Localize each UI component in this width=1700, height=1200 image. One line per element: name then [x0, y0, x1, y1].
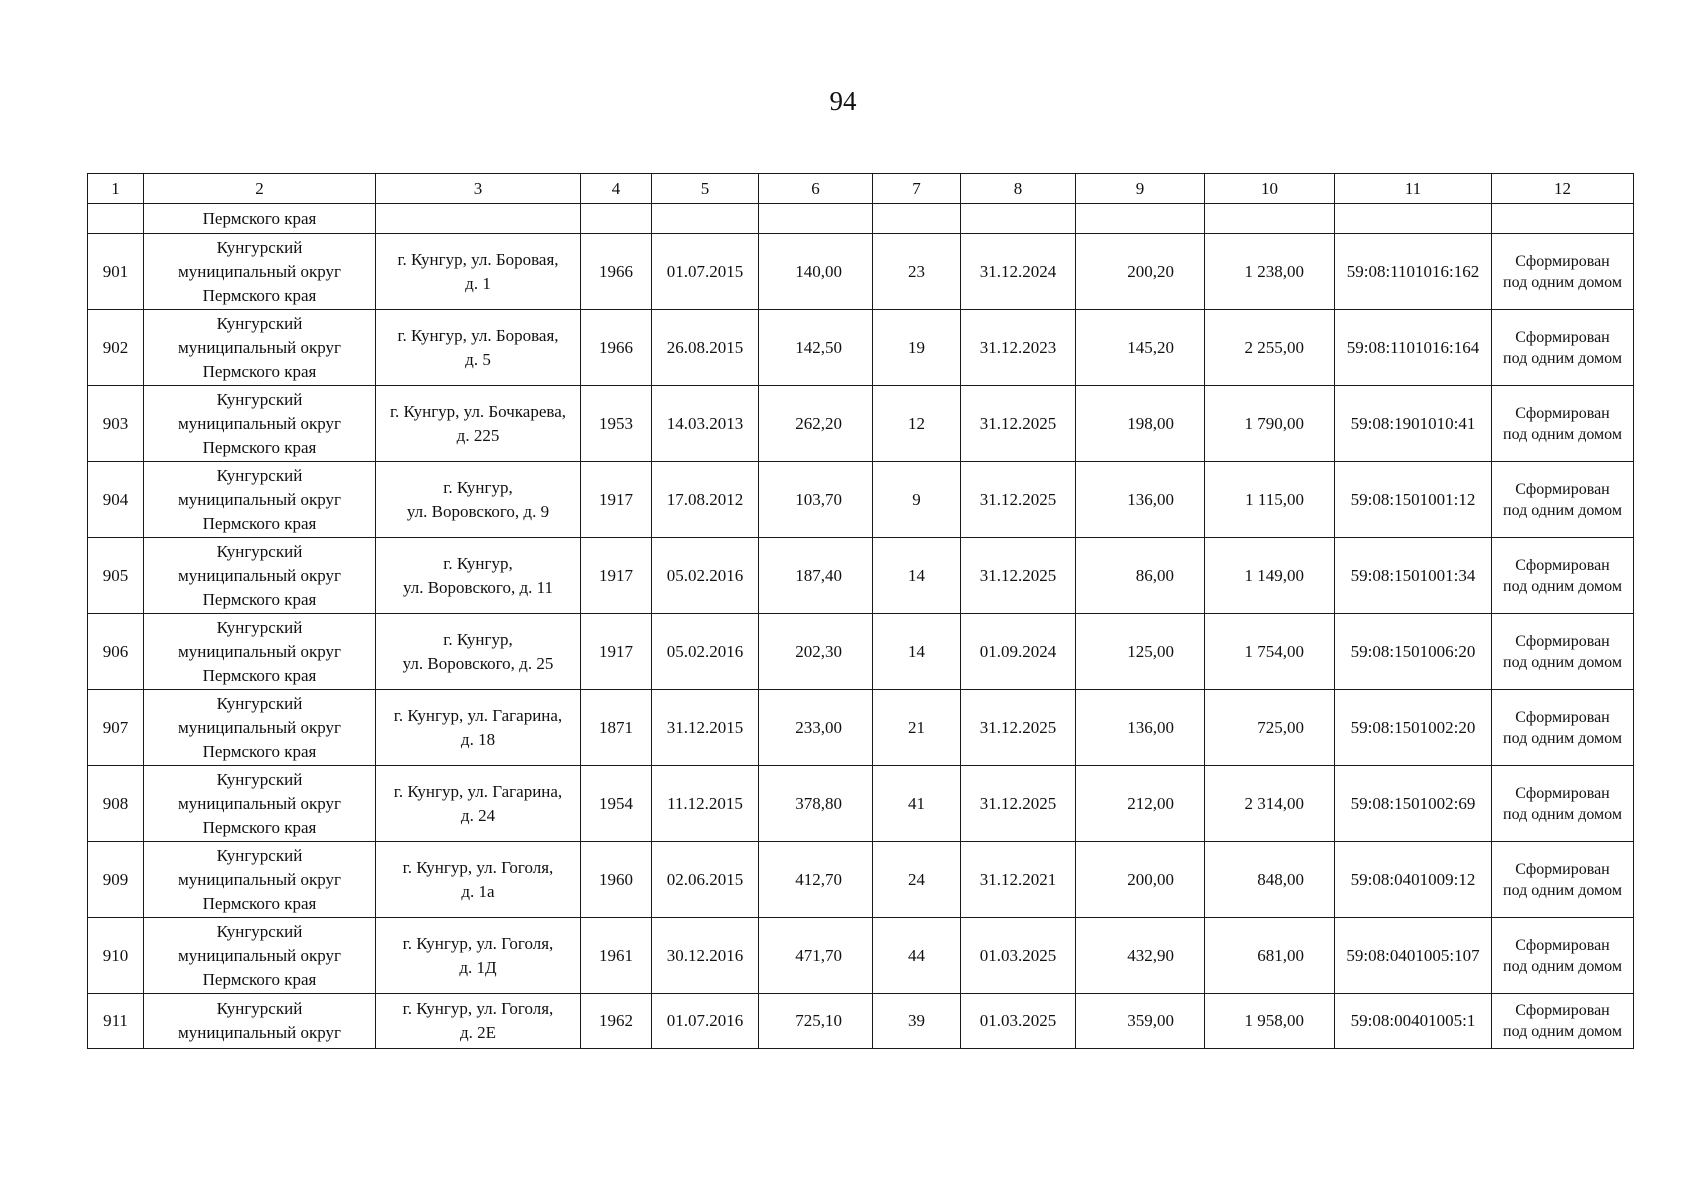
residents-cell: 41 [873, 766, 961, 842]
deadline-cell: 31.12.2021 [961, 842, 1076, 918]
land-area-cell: 432,90 [1076, 918, 1205, 994]
deadline-cell: 01.03.2025 [961, 918, 1076, 994]
municipality-line: Кунгурский [216, 921, 303, 941]
status-cell [1492, 994, 1634, 1049]
land-area-cell: 125,00 [1076, 614, 1205, 690]
row-number-cell: 910 [88, 918, 144, 994]
deadline-cell: 31.12.2025 [961, 538, 1076, 614]
municipality-line: Пермского края [202, 665, 317, 685]
date-cell: 01.07.2015 [652, 234, 759, 310]
municipality-line: Пермского края [202, 437, 317, 457]
status-line: Сформирован [1515, 860, 1610, 878]
address-line: г. Кунгур, ул. Бочкарева, [390, 401, 566, 421]
deadline-cell: 31.12.2024 [961, 234, 1076, 310]
address-cell [376, 538, 581, 614]
address-cell [376, 234, 581, 310]
address-cell [376, 918, 581, 994]
status-line: Сформирован [1515, 784, 1610, 802]
municipality-line: Пермского края [202, 361, 317, 381]
column-number-header: 8 [961, 174, 1076, 204]
municipality-line: муниципальный округ [177, 793, 342, 813]
status-line: Сформирован [1515, 252, 1610, 270]
year-cell: 1871 [581, 690, 652, 766]
area-cell: 471,70 [759, 918, 873, 994]
land-area-cell: 86,00 [1076, 538, 1205, 614]
area-cell: 140,00 [759, 234, 873, 310]
value-cell: 848,00 [1205, 842, 1335, 918]
residents-cell: 39 [873, 994, 961, 1049]
value-cell: 1 790,00 [1205, 386, 1335, 462]
row-number-cell: 907 [88, 690, 144, 766]
cadastral-number-cell: 59:08:1501002:69 [1335, 766, 1492, 842]
residents-cell: 12 [873, 386, 961, 462]
deadline-cell: 31.12.2023 [961, 310, 1076, 386]
row-number-cell: 906 [88, 614, 144, 690]
municipality-line: Кунгурский [216, 237, 303, 257]
table-row [88, 918, 1634, 994]
status-line: под одним домом [1503, 805, 1622, 823]
cadastral-number-cell: 59:08:1101016:164 [1335, 310, 1492, 386]
area-cell: 725,10 [759, 994, 873, 1049]
address-line: г. Кунгур, ул. Боровая, [397, 325, 559, 345]
column-number-header: 2 [144, 174, 376, 204]
residents-cell: 21 [873, 690, 961, 766]
empty-cell [376, 204, 581, 234]
residents-cell: 19 [873, 310, 961, 386]
column-number-header: 3 [376, 174, 581, 204]
status-cell [1492, 690, 1634, 766]
municipality-cell [144, 842, 376, 918]
status-line: Сформирован [1515, 328, 1610, 346]
address-line: ул. Воровского, д. 11 [402, 577, 553, 597]
status-cell [1492, 842, 1634, 918]
date-cell: 11.12.2015 [652, 766, 759, 842]
year-cell: 1954 [581, 766, 652, 842]
address-cell [376, 842, 581, 918]
empty-cell [759, 204, 873, 234]
address-line: д. 1а [461, 881, 495, 901]
land-area-cell: 136,00 [1076, 690, 1205, 766]
address-line: д. 2Е [459, 1023, 497, 1042]
land-area-cell: 200,00 [1076, 842, 1205, 918]
status-line: Сформирован [1515, 404, 1610, 422]
empty-cell [652, 204, 759, 234]
area-cell: 262,20 [759, 386, 873, 462]
municipality-line: муниципальный округ [177, 261, 342, 281]
area-cell: 187,40 [759, 538, 873, 614]
value-cell: 725,00 [1205, 690, 1335, 766]
address-cell [376, 462, 581, 538]
cadastral-number-cell: 59:08:1501002:20 [1335, 690, 1492, 766]
area-cell: 378,80 [759, 766, 873, 842]
municipality-line: Кунгурский [216, 389, 303, 409]
address-line: г. Кунгур, [443, 553, 513, 573]
status-line: под одним домом [1503, 653, 1622, 671]
municipality-line: муниципальный округ [177, 641, 342, 661]
table-row [88, 386, 1634, 462]
table-row [88, 690, 1634, 766]
residents-cell: 14 [873, 614, 961, 690]
column-number-header: 7 [873, 174, 961, 204]
row-number-cell: 902 [88, 310, 144, 386]
status-line: под одним домом [1503, 349, 1622, 367]
date-cell: 05.02.2016 [652, 538, 759, 614]
area-cell: 103,70 [759, 462, 873, 538]
status-cell [1492, 386, 1634, 462]
municipality-cell [144, 310, 376, 386]
year-cell: 1966 [581, 310, 652, 386]
cadastral-number-cell: 59:08:0401005:107 [1335, 918, 1492, 994]
continuation-row [88, 204, 1634, 234]
status-line: под одним домом [1503, 501, 1622, 519]
year-cell: 1961 [581, 918, 652, 994]
page-number: 94 [829, 86, 857, 116]
municipality-line: Пермского края [202, 893, 317, 913]
deadline-cell: 01.03.2025 [961, 994, 1076, 1049]
status-cell [1492, 234, 1634, 310]
area-cell: 233,00 [759, 690, 873, 766]
municipality-cell [144, 918, 376, 994]
date-cell: 17.08.2012 [652, 462, 759, 538]
cadastral-number-cell: 59:08:0401009:12 [1335, 842, 1492, 918]
municipality-line: Кунгурский [216, 617, 303, 637]
municipality-line: Кунгурский [216, 465, 303, 485]
column-number-header: 6 [759, 174, 873, 204]
municipality-line: Кунгурский [216, 313, 303, 333]
status-line: под одним домом [1503, 881, 1622, 899]
date-cell: 26.08.2015 [652, 310, 759, 386]
address-line: г. Кунгур, ул. Гоголя, [402, 857, 554, 877]
column-number-header: 10 [1205, 174, 1335, 204]
status-line: под одним домом [1503, 425, 1622, 443]
date-cell: 30.12.2016 [652, 918, 759, 994]
address-cell [376, 994, 581, 1049]
cadastral-number-cell: 59:08:1501001:34 [1335, 538, 1492, 614]
municipality-cell [144, 690, 376, 766]
row-number-cell: 905 [88, 538, 144, 614]
table-row [88, 994, 1634, 1049]
area-cell: 202,30 [759, 614, 873, 690]
land-area-cell: 198,00 [1076, 386, 1205, 462]
municipality-line: Пермского края [202, 285, 317, 305]
municipality-line: Пермского края [202, 969, 317, 989]
date-cell: 14.03.2013 [652, 386, 759, 462]
deadline-cell: 31.12.2025 [961, 386, 1076, 462]
residents-cell: 9 [873, 462, 961, 538]
residents-cell: 23 [873, 234, 961, 310]
municipality-line: муниципальный округ [177, 565, 342, 585]
municipality-cell [144, 386, 376, 462]
empty-cell [1076, 204, 1205, 234]
column-number-header: 12 [1492, 174, 1634, 204]
municipality-line: Кунгурский [216, 693, 303, 713]
status-line: Сформирован [1515, 632, 1610, 650]
cadastral-number-cell: 59:08:1101016:162 [1335, 234, 1492, 310]
address-line: г. Кунгур, ул. Гагарина, [393, 705, 563, 725]
date-cell: 02.06.2015 [652, 842, 759, 918]
municipality-line: муниципальный округ [177, 489, 342, 509]
address-cell [376, 614, 581, 690]
row-number-cell: 901 [88, 234, 144, 310]
cadastral-number-cell: 59:08:1901010:41 [1335, 386, 1492, 462]
residents-cell: 44 [873, 918, 961, 994]
address-line: д. 18 [460, 729, 496, 749]
municipality-line: Пермского края [202, 589, 317, 609]
status-line: Сформирован [1515, 480, 1610, 498]
empty-cell [1492, 204, 1634, 234]
value-cell: 2 314,00 [1205, 766, 1335, 842]
land-area-cell: 136,00 [1076, 462, 1205, 538]
address-line: д. 1 [465, 273, 491, 293]
address-cell [376, 386, 581, 462]
address-cell [376, 690, 581, 766]
municipality-line: Кунгурский [216, 845, 303, 865]
status-line: под одним домом [1503, 957, 1622, 975]
empty-cell [88, 204, 144, 234]
column-number-row [88, 174, 1634, 204]
date-cell: 05.02.2016 [652, 614, 759, 690]
area-cell: 412,70 [759, 842, 873, 918]
row-number-cell: 904 [88, 462, 144, 538]
address-line: д. 24 [460, 805, 496, 825]
year-cell: 1966 [581, 234, 652, 310]
empty-cell [1205, 204, 1335, 234]
value-cell: 2 255,00 [1205, 310, 1335, 386]
value-cell: 1 115,00 [1205, 462, 1335, 538]
land-area-cell: 145,20 [1076, 310, 1205, 386]
cadastral-number-cell: 59:08:1501006:20 [1335, 614, 1492, 690]
status-line: под одним домом [1503, 1023, 1622, 1040]
deadline-cell: 31.12.2025 [961, 766, 1076, 842]
cadastral-number-cell: 59:08:1501001:12 [1335, 462, 1492, 538]
year-cell: 1917 [581, 614, 652, 690]
table-body [88, 174, 1634, 1049]
row-number-cell: 909 [88, 842, 144, 918]
table-row [88, 310, 1634, 386]
deadline-cell: 31.12.2025 [961, 462, 1076, 538]
status-line: Сформирован [1515, 1002, 1610, 1019]
table-row [88, 766, 1634, 842]
address-line: д. 5 [465, 349, 491, 369]
municipality-line: Кунгурский [216, 769, 303, 789]
empty-cell [581, 204, 652, 234]
municipality-line: муниципальный округ [177, 717, 342, 737]
empty-cell [961, 204, 1076, 234]
table-row [88, 614, 1634, 690]
status-line: под одним домом [1503, 273, 1622, 291]
value-cell: 1 149,00 [1205, 538, 1335, 614]
year-cell: 1917 [581, 462, 652, 538]
value-cell: 1 238,00 [1205, 234, 1335, 310]
municipality-line: Пермского края [202, 741, 317, 761]
cadastral-number-cell: 59:08:00401005:1 [1335, 994, 1492, 1049]
table-row [88, 538, 1634, 614]
municipality-continuation-cell: Пермского края [144, 204, 376, 234]
column-number-header: 9 [1076, 174, 1205, 204]
address-line: г. Кунгур, [443, 629, 513, 649]
municipality-cell [144, 462, 376, 538]
column-number-header: 1 [88, 174, 144, 204]
deadline-cell: 01.09.2024 [961, 614, 1076, 690]
empty-cell [873, 204, 961, 234]
address-line: д. 1Д [459, 957, 497, 977]
year-cell: 1953 [581, 386, 652, 462]
column-number-header: 4 [581, 174, 652, 204]
address-line: ул. Воровского, д. 25 [402, 653, 554, 673]
municipality-line: Кунгурский [216, 541, 303, 561]
municipality-line: муниципальный округ [177, 869, 342, 889]
address-line: ул. Воровского, д. 9 [406, 501, 550, 521]
municipality-cell [144, 994, 376, 1049]
land-area-cell: 212,00 [1076, 766, 1205, 842]
housing-registry-table [87, 173, 1634, 1049]
value-cell: 681,00 [1205, 918, 1335, 994]
address-line: г. Кунгур, ул. Гагарина, [393, 781, 563, 801]
municipality-line: Кунгурский [216, 999, 303, 1018]
status-line: под одним домом [1503, 577, 1622, 595]
table-row [88, 462, 1634, 538]
municipality-cell [144, 234, 376, 310]
status-cell [1492, 918, 1634, 994]
year-cell: 1960 [581, 842, 652, 918]
municipality-cell [144, 766, 376, 842]
municipality-line: Пермского края [202, 513, 317, 533]
table-row [88, 842, 1634, 918]
value-cell: 1 958,00 [1205, 994, 1335, 1049]
municipality-line: муниципальный округ [177, 337, 342, 357]
residents-cell: 14 [873, 538, 961, 614]
address-cell [376, 310, 581, 386]
address-line: г. Кунгур, ул. Гоголя, [402, 933, 554, 953]
residents-cell: 24 [873, 842, 961, 918]
land-area-cell: 200,20 [1076, 234, 1205, 310]
status-cell [1492, 538, 1634, 614]
municipality-cell [144, 614, 376, 690]
row-number-cell: 908 [88, 766, 144, 842]
status-cell [1492, 614, 1634, 690]
date-cell: 01.07.2016 [652, 994, 759, 1049]
municipality-line: муниципальный округ [177, 413, 342, 433]
municipality-line: Пермского края [202, 817, 317, 837]
status-cell [1492, 310, 1634, 386]
year-cell: 1917 [581, 538, 652, 614]
address-line: г. Кунгур, ул. Гоголя, [402, 999, 554, 1018]
land-area-cell: 359,00 [1076, 994, 1205, 1049]
value-cell: 1 754,00 [1205, 614, 1335, 690]
municipality-line: муниципальный округ [177, 945, 342, 965]
status-line: под одним домом [1503, 729, 1622, 747]
status-line: Сформирован [1515, 556, 1610, 574]
status-cell [1492, 462, 1634, 538]
address-line: г. Кунгур, ул. Боровая, [397, 249, 559, 269]
empty-cell [1335, 204, 1492, 234]
address-cell [376, 766, 581, 842]
address-line: д. 225 [456, 425, 500, 445]
row-number-cell: 911 [88, 994, 144, 1049]
address-line: г. Кунгур, [443, 477, 513, 497]
status-line: Сформирован [1515, 936, 1610, 954]
area-cell: 142,50 [759, 310, 873, 386]
table-row [88, 234, 1634, 310]
municipality-line: муниципальный округ [177, 1023, 342, 1042]
status-line: Сформирован [1515, 708, 1610, 726]
row-number-cell: 903 [88, 386, 144, 462]
deadline-cell: 31.12.2025 [961, 690, 1076, 766]
date-cell: 31.12.2015 [652, 690, 759, 766]
column-number-header: 11 [1335, 174, 1492, 204]
municipality-cell [144, 538, 376, 614]
status-cell [1492, 766, 1634, 842]
year-cell: 1962 [581, 994, 652, 1049]
column-number-header: 5 [652, 174, 759, 204]
